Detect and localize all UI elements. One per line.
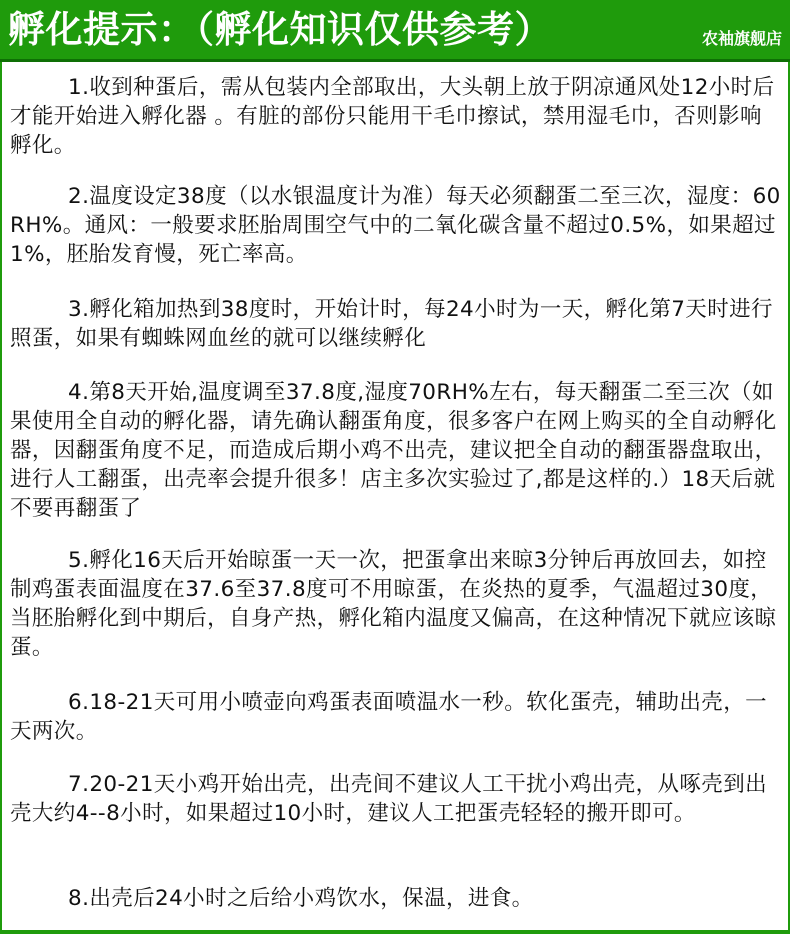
tip-paragraph-8: 8.出壳后24小时之后给小鸡饮水，保温，进食。 [68,886,534,911]
tip-paragraph-2: 2.温度设定38度（以水银温度计为准）每天必须翻蛋二至三次，湿度：60RH%。通风：一般要求胚胎周围空气中的二氧化碳含量不超过0.5%，如果超过1%，胚胎发育慢，死亡率高。 [10,184,781,267]
tip-paragraph-3: 3.孵化箱加热到38度时，开始计时，每24小时为一天，孵化第7天时进行照蛋，如果有蜘蛛网血丝的就可以继续孵化 [10,297,773,351]
tip-paragraph-5: 5.孵化16天后开始晾蛋一天一次，把蛋拿出来晾3分钟后再放回去，如控制鸡蛋表面温度在37.6至37.8度可不用晾蛋，在炎热的夏季，气温超过30度，当胚胎孵化到中期后，自身产热，孵化箱内温度又偏高，在这种情况下就应该晾蛋。 [10,548,777,660]
tip-paragraph-4: 4.第8天开始,温度调至37.8度,湿度70RH%左右，每天翻蛋二至三次（如果使用全自动的孵化器，请先确认翻蛋角度，很多客户在网上购买的全自动孵化器，因翻蛋角度不足，而造成后期小鸡不出壳，建议把全自动的翻蛋器盘取出，进行人工翻蛋，出壳率会提升很多！店主多次实验过了,都是这样的.）18天后就不要再翻蛋了 [10,380,777,521]
tip-paragraph-1: 1.收到种蛋后，需从包装内全部取出，大头朝上放于阴凉通风处12小时后才能开始进入孵化器 。有脏的部份只能用干毛巾擦试，禁用湿毛巾，否则影响孵化。 [10,75,775,158]
tip-paragraph-7: 7.20-21天小鸡开始出壳，出壳间不建议人工干扰小鸡出壳，从啄壳到出壳大约4--8小时，如果超过10小时，建议人工把蛋壳轻轻的搬开即可。 [10,772,767,826]
bottom-border [0,930,790,934]
header-banner [0,0,790,62]
shop-name: 农袖旗舰店 [701,29,782,48]
tip-paragraph-6: 6.18-21天可用小喷壶向鸡蛋表面喷温水一秒。软化蛋壳，辅助出壳，一天两次。 [10,690,767,744]
page-title: 孵化提示：（孵化知识仅供参考） [8,8,552,51]
tips-content [0,62,790,930]
